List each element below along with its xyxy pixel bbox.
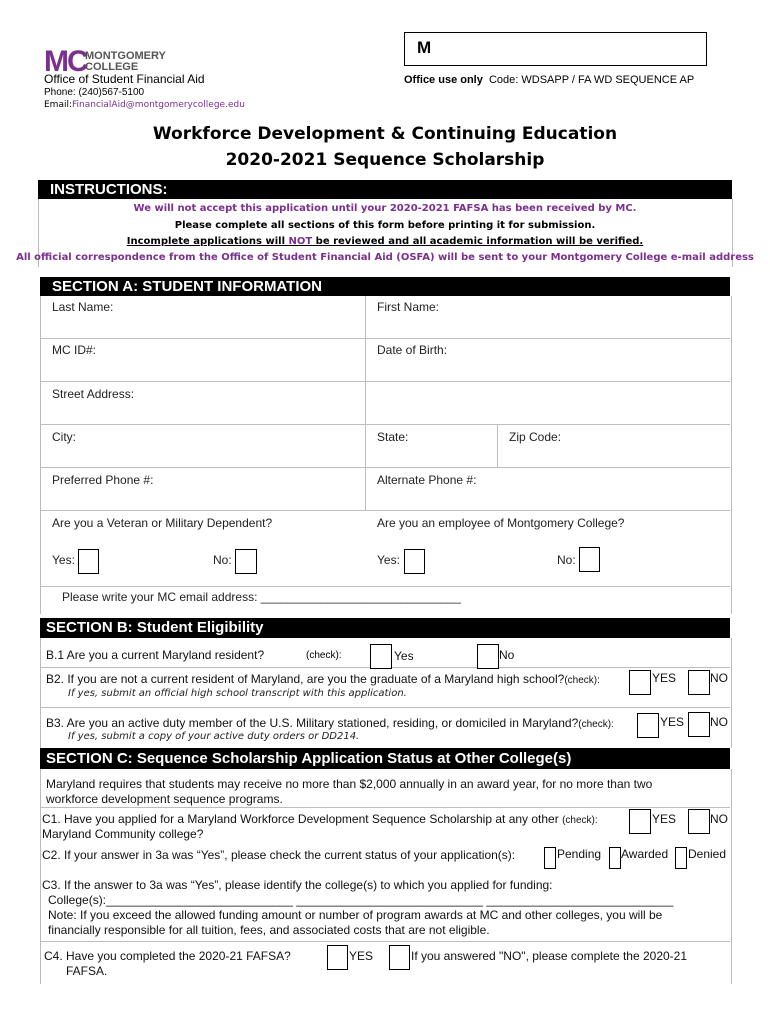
- veteran-yes-checkbox[interactable]: [78, 549, 99, 574]
- b2-check-hint: (check):: [564, 675, 600, 686]
- divider: [40, 586, 730, 587]
- instruction-not: NOT: [288, 236, 313, 247]
- b1-yes-label: Yes: [394, 649, 414, 663]
- c4-question-line-2: FAFSA.: [66, 964, 108, 978]
- office-name: Office of Student Financial Aid: [44, 72, 205, 86]
- mc-id-field[interactable]: MC ID#:: [52, 343, 97, 357]
- b3-yes-label: YES: [660, 715, 685, 729]
- divider: [497, 424, 498, 467]
- c3-colleges-field[interactable]: College(s):____________________________ ____________________________ ____________________________: [48, 893, 674, 907]
- dob-field[interactable]: Date of Birth:: [377, 343, 448, 357]
- c2-pending-label: Pending: [557, 847, 602, 861]
- instructions-heading-text: INSTRUCTIONS:: [50, 181, 168, 198]
- instruction-incomplete-a: Incomplete applications will: [126, 236, 289, 247]
- section-a-heading-text: SECTION A: STUDENT INFORMATION: [52, 278, 322, 295]
- office-box-letter: M: [417, 38, 432, 57]
- section-a-heading: [40, 277, 730, 296]
- b1-yes-checkbox[interactable]: [370, 644, 392, 669]
- b3-yes-checkbox[interactable]: [637, 713, 659, 738]
- c-intro-line-1: Maryland requires that students may receive no more than $2,000 annually in an award year, for no more than two: [46, 777, 653, 791]
- c1-yes-label: YES: [652, 812, 677, 826]
- section-c-heading-text: SECTION C: Sequence Scholarship Application Status at Other College(s): [46, 750, 572, 767]
- employee-no-checkbox[interactable]: [579, 547, 600, 572]
- last-name-field[interactable]: Last Name:: [52, 300, 114, 314]
- c2-pending-checkbox[interactable]: [544, 847, 556, 869]
- c1-check-hint: (check):: [562, 815, 598, 826]
- c2-awarded-label: Awarded: [621, 847, 669, 861]
- instruction-complete: Please complete all sections of this form before printing it for submission.: [174, 220, 596, 231]
- instruction-correspondence: All official correspondence from the Office of Student Financial Aid (OSFA) will be sent to your Montgomery College e-mail address: [16, 252, 754, 263]
- c3-question: C3. If the answer to 3a was “Yes”, please identify the college(s) to which you applied for funding:: [42, 878, 553, 892]
- office-email: [44, 100, 245, 110]
- first-name-field[interactable]: First Name:: [377, 300, 440, 314]
- logo-line-2: COLLEGE: [85, 61, 139, 73]
- preferred-phone-field[interactable]: Preferred Phone #:: [52, 473, 154, 487]
- b3-no-checkbox[interactable]: [688, 712, 710, 737]
- veteran-no-label: No:: [213, 553, 232, 567]
- divider: [40, 707, 730, 708]
- divider: [40, 807, 730, 808]
- college-logo-text: [85, 51, 166, 73]
- c-intro-line-2: workforce development sequence programs.: [46, 792, 283, 806]
- college-logo: MC: [44, 45, 87, 78]
- c4-yes-label: YES: [349, 949, 374, 963]
- b1-no-checkbox[interactable]: [477, 644, 499, 669]
- b2-no-label: NO: [710, 671, 728, 685]
- divider: [40, 381, 730, 382]
- c2-question: C2. If your answer in 3a was “Yes”, please check the current status of your application(s):: [42, 848, 516, 862]
- section-b-heading-text: SECTION B: Student Eligibility: [46, 619, 264, 636]
- divider: [40, 338, 730, 339]
- b2-question-text: B2. If you are not a current resident of Maryland, are you the graduate of a Maryland high school?: [46, 672, 565, 686]
- instruction-incomplete: [0, 236, 770, 247]
- veteran-no-checkbox[interactable]: [235, 549, 257, 574]
- office-use-box[interactable]: [404, 32, 707, 66]
- c1-question-text: C1. Have you applied for a Maryland Workforce Development Sequence Scholarship at any other: [42, 812, 559, 826]
- c4-no-checkbox[interactable]: [389, 945, 410, 970]
- c2-denied-checkbox[interactable]: [675, 847, 687, 869]
- employee-question: Are you an employee of Montgomery College?: [377, 516, 625, 530]
- c4-question: C4. Have you completed the 2020-21 FAFSA?: [44, 949, 291, 963]
- email-link[interactable]: FinancialAid@montgomerycollege.edu: [72, 100, 245, 110]
- b1-no-label: No: [499, 648, 515, 662]
- divider: [365, 296, 366, 510]
- c-note-line-2: financially responsible for all tuition, fees, and associated costs that are not eligible.: [48, 923, 490, 937]
- b2-note: If yes, submit an official high school transcript with this application.: [68, 688, 407, 699]
- b2-yes-checkbox[interactable]: [629, 670, 651, 695]
- c4-note: If you answered "NO", please complete the 2020-21: [411, 949, 688, 963]
- b2-yes-label: YES: [652, 671, 677, 685]
- employee-no-label: No:: [557, 553, 576, 567]
- state-field[interactable]: State:: [377, 430, 409, 444]
- form-title-line-1: Workforce Development & Continuing Education: [152, 124, 618, 144]
- c1-question-line-2: Maryland Community college?: [42, 827, 204, 841]
- c4-yes-checkbox[interactable]: [327, 945, 348, 970]
- veteran-yes-label: Yes:: [52, 553, 75, 567]
- veteran-question: Are you a Veteran or Military Dependent?: [52, 516, 273, 530]
- divider: [40, 467, 730, 468]
- alternate-phone-field[interactable]: Alternate Phone #:: [377, 473, 477, 487]
- b3-question-text: B3. Are you an active duty member of the U.S. Military stationed, residing, or domiciled in Maryland?: [46, 716, 579, 730]
- b2-no-checkbox[interactable]: [688, 670, 710, 695]
- section-c-heading: [40, 748, 730, 769]
- c2-awarded-checkbox[interactable]: [609, 847, 621, 869]
- office-code: Code: WDSAPP / FA WD SEQUENCE AP: [488, 74, 695, 86]
- logo-line-1: MONTGOMERY: [85, 50, 166, 62]
- email-label: Email:: [44, 100, 73, 110]
- zip-code-field[interactable]: Zip Code:: [509, 430, 562, 444]
- b3-no-label: NO: [710, 715, 728, 729]
- b3-check-hint: (check):: [578, 719, 614, 730]
- c1-question: [42, 812, 598, 826]
- b3-note: If yes, submit a copy of your active duty orders or DD214.: [68, 731, 360, 742]
- b1-check-hint: (check):: [306, 650, 342, 661]
- city-field[interactable]: City:: [52, 430, 76, 444]
- c1-yes-checkbox[interactable]: [629, 809, 651, 834]
- form-title-line-2: 2020-2021 Sequence Scholarship: [225, 150, 545, 170]
- divider: [40, 941, 730, 942]
- office-phone: Phone: (240)567-5100: [44, 87, 145, 98]
- c-note-line-1: Note: If you exceed the allowed funding amount or number of program awards at MC and other colleges, you will be: [48, 908, 663, 922]
- instruction-incomplete-b: be reviewed and all academic information will be verified.: [312, 236, 644, 247]
- section-b-heading: [40, 618, 730, 638]
- employee-yes-checkbox[interactable]: [404, 549, 425, 574]
- b2-question: [46, 672, 600, 686]
- c1-no-checkbox[interactable]: [688, 809, 710, 834]
- office-use-label: Office use only: [404, 74, 483, 86]
- divider: [40, 510, 730, 511]
- instructions-heading: [38, 180, 732, 199]
- c2-denied-label: Denied: [688, 847, 727, 861]
- street-address-field[interactable]: Street Address:: [52, 387, 135, 401]
- mc-email-field[interactable]: Please write your MC email address: ______________________________: [62, 590, 461, 604]
- b3-question: [46, 716, 614, 730]
- office-use-line: [404, 74, 694, 86]
- divider: [40, 424, 730, 425]
- instruction-fafsa: We will not accept this application until your 2020-2021 FAFSA has been received by MC.: [133, 203, 637, 214]
- employee-yes-label: Yes:: [377, 553, 400, 567]
- b1-question: B.1 Are you a current Maryland resident?: [46, 648, 265, 662]
- c1-no-label: NO: [710, 812, 728, 826]
